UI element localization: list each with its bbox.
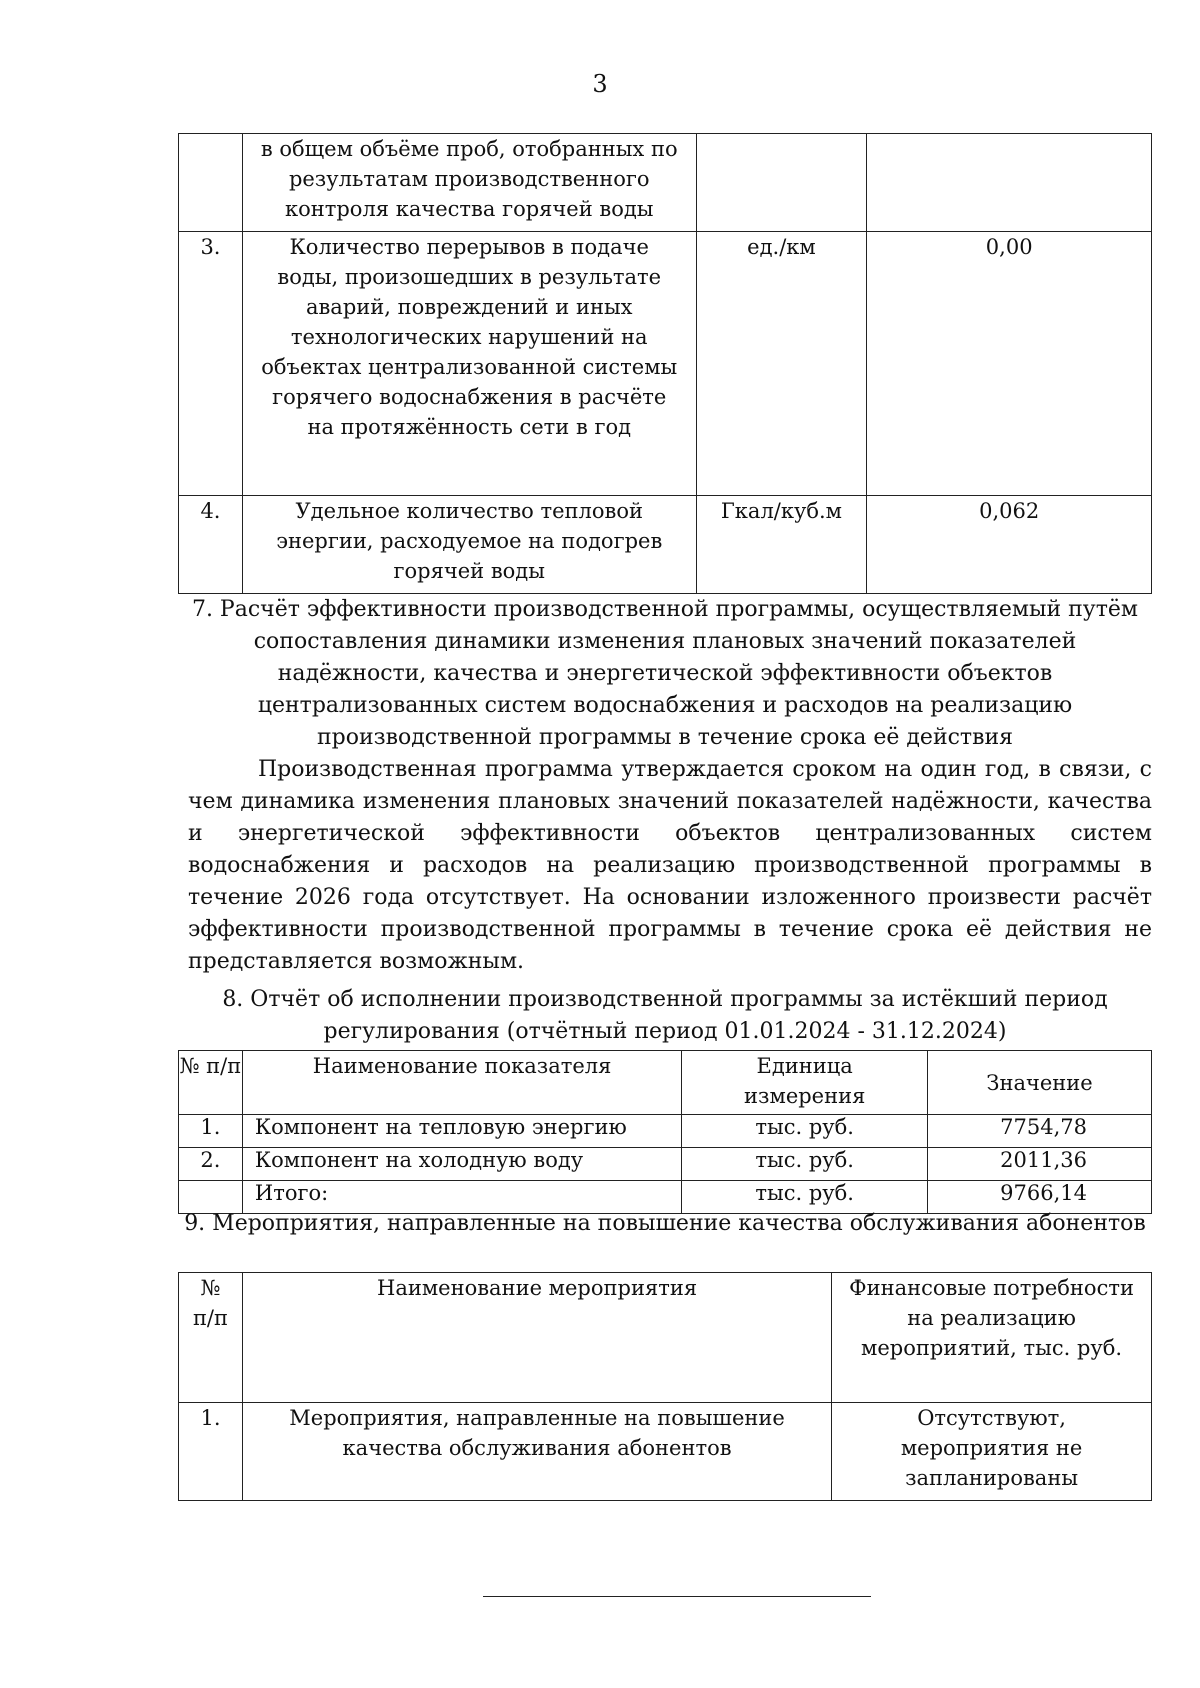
header-name: Наименование показателя	[242, 1051, 681, 1115]
row-unit: тыс. руб.	[682, 1148, 928, 1181]
section7-paragraph: Производственная программа утверждается сроком на один год, в связи, с чем динамика изменения плановых значений показателей надёжности, качества и энергетической эффективности объектов централизованных систем водоснабжения и расходов на реализацию производственной программы в течение 2026 года отсутствует. На основании изложенного произвести расчёт эффективности производственной программы в течение срока её действия не представляется возможным.	[188, 757, 1152, 974]
row-value: 7754,78	[928, 1115, 1152, 1148]
indicator-unit	[696, 134, 867, 232]
closing-rule	[483, 1596, 871, 1597]
indicator-name: в общем объёме проб, отобранных по результатам производственного контроля качества горячей воды	[242, 134, 696, 232]
indicator-unit: Гкал/куб.м	[696, 496, 867, 594]
table-row	[179, 232, 1152, 496]
header-name: Наименование мероприятия	[242, 1273, 831, 1403]
table-row	[179, 1115, 1152, 1148]
table-row	[179, 134, 1152, 232]
indicator-value	[867, 134, 1152, 232]
row-name: Итого:	[242, 1181, 681, 1214]
indicator-name: Удельное количество тепловой энергии, расходуемое на подогрев горячей воды	[242, 496, 696, 594]
indicators-table	[178, 133, 1152, 594]
row-number	[179, 134, 243, 232]
report-table	[178, 1050, 1152, 1214]
table-row	[179, 1403, 1152, 1501]
measure-name: Мероприятия, направленные на повышение качества обслуживания абонентов	[242, 1403, 831, 1501]
header-num: № п/п	[179, 1051, 243, 1115]
page-number: 3	[592, 70, 608, 98]
section9-heading: 9. Мероприятия, направленные на повышение качества обслуживания абонентов	[184, 1211, 1146, 1236]
header-finance: Финансовые потребности на реализацию мероприятий, тыс. руб.	[832, 1273, 1152, 1403]
header-value: Значение	[928, 1051, 1152, 1115]
row-number: 1.	[179, 1403, 243, 1501]
row-number: 2.	[179, 1148, 243, 1181]
section7-heading: 7. Расчёт эффективности производственной программы, осуществляемый путём сопоставления динамики изменения плановых значений показателей надёжности, качества и энергетической эффективности объектов централизованных систем водоснабжения и расходов на реализацию производственной программы в течение срока её действия	[191, 597, 1139, 750]
measures-table	[178, 1272, 1152, 1501]
section8-heading: 8. Отчёт об исполнении производственной программы за истёкший период регулирования (отчётный период 01.01.2024 - 31.12.2024)	[222, 987, 1108, 1044]
indicator-name: Количество перерывов в подаче воды, произошедших в результате аварий, повреждений и иных технологических нарушений на объектах централизованной системы горячего водоснабжения в расчёте на протяжённость сети в год	[242, 232, 696, 496]
table-header-row	[179, 1051, 1152, 1115]
header-num: № п/п	[179, 1273, 243, 1403]
row-name: Компонент на тепловую энергию	[242, 1115, 681, 1148]
table-row	[179, 1148, 1152, 1181]
row-value: 2011,36	[928, 1148, 1152, 1181]
indicator-unit: ед./км	[696, 232, 867, 496]
row-number: 3.	[179, 232, 243, 496]
row-value: 9766,14	[928, 1181, 1152, 1214]
table-header-row	[179, 1273, 1152, 1403]
measure-finance: Отсутствуют, мероприятия не запланированы	[832, 1403, 1152, 1501]
indicator-value: 0,00	[867, 232, 1152, 496]
row-number: 1.	[179, 1115, 243, 1148]
row-unit: тыс. руб.	[682, 1181, 928, 1214]
row-name: Компонент на холодную воду	[242, 1148, 681, 1181]
indicator-value: 0,062	[867, 496, 1152, 594]
row-number: 4.	[179, 496, 243, 594]
row-unit: тыс. руб.	[682, 1115, 928, 1148]
table-row	[179, 496, 1152, 594]
header-unit: Единица измерения	[682, 1051, 928, 1115]
